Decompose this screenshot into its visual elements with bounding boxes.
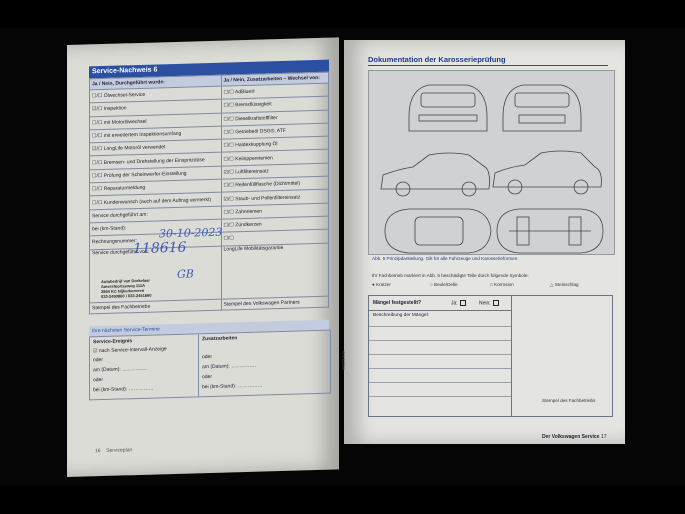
left-item: ☐/☐ Ölwechsel-Service (90, 86, 222, 103)
blank-cell: ☐/☐ (221, 229, 328, 245)
no-checkbox: Nein: (479, 300, 499, 306)
car-top-view (385, 209, 491, 253)
left-item: ☐/☐ Prüfung der Scheinwerfer-Einstellung (90, 166, 222, 183)
right-page-title: Dokumentation der Karosserieprüfung (368, 55, 608, 66)
left-item: ☐/☐ Bremsen- und Drehstellung der Einspritzdüse (90, 153, 222, 170)
right-item: ☐/☐ AdBlue® (221, 83, 328, 99)
right-item: ☐/☐ Bremsflüssigkeit (221, 96, 328, 112)
handwritten-date: 30-10-2023 (159, 225, 223, 241)
left-item: ☐/☐ mit erweitertem Inspektionsumfang (90, 126, 222, 143)
damage-question-row: Mängel festgestellt? Ja: Nein: (369, 296, 512, 311)
col-left-header: Ja / Nein, Durchgeführt wurde: (90, 75, 222, 90)
figure-note: Ihr Fachbetrieb markiert in Abb. 5 beschädigte Teile durch folgende Symbole: (372, 273, 529, 278)
left-item: ☑/☐ Inspektion (90, 99, 222, 116)
car-front-view (409, 85, 487, 131)
legend-corrosion: □ Korrosion (490, 282, 514, 287)
next-date: am (Datum): …………… (93, 365, 148, 374)
right-footer-brand: Der Volkswagen Service (542, 434, 600, 440)
longlife-cell: LongLife Mobilitätsgarantie (221, 243, 328, 299)
right-item: ☐/☐ Zahnriemen (221, 203, 328, 219)
left-footer: 16 Serviceplan (95, 447, 133, 455)
damage-description-label: Beschreibung der Mängel: (373, 313, 429, 318)
handwritten-km: 118616 (133, 239, 187, 258)
service-date-cell: Service durchgeführt am: (90, 206, 222, 223)
invoice-cell: Rechnungsnummer: (90, 232, 222, 249)
right-item: ☐/☐ Reifenfüllflasche (Dichtmittel) (221, 176, 328, 192)
next-km: bei (km-Stand): …………… (93, 385, 154, 394)
right-item: ☐/☐ Keilrippenriemen (221, 150, 328, 166)
legend-dent: ○ Beule/Delle (430, 282, 458, 287)
right-item: ☐/☐ Getriebeöl DSG®, ATF (221, 123, 328, 139)
next-item: ☑ nach Service-Intervall-Anzeige (93, 346, 167, 355)
col-right-header: Ja / Nein, Zusatzarbeiten – Wechsel von: (221, 72, 328, 86)
right-item: ☑/☐ Luftfiltereinsatz (221, 163, 328, 179)
left-page (67, 37, 339, 477)
right-item: ☐/☐ Haldexkupplung Öl (221, 136, 328, 152)
left-item: ☐/☐ Reparaturmeldung (90, 179, 222, 196)
right-page (344, 40, 625, 444)
legend-scratch: ● Kratzer (372, 282, 391, 287)
right-page-number: 17 (601, 434, 607, 440)
stamp-partner-cell: Stempel des Volkswagen Partners (221, 296, 328, 310)
windshield (421, 93, 475, 107)
photo-frame (0, 28, 685, 486)
next-service-box: Service-Ereignis Zusatzarbeiten ☑ nach Service-Intervall-Anzeige oder am (Datum): …………… oder bei (km-Stand): …………… oder am (Datum): …………… oder bei (km-Stand): …………… (89, 330, 331, 401)
next-service-header: Ihre nächsten Service-Termine (89, 320, 329, 337)
dealer-stamp-label: Stempel des Fachbetriebs (542, 398, 596, 403)
right-item: ☐/☐ Zündkerzen (221, 216, 328, 232)
car-rear-view (503, 85, 581, 131)
service-record-header: Service-Nachweis 6 (89, 60, 329, 79)
left-item: ☐/☐ Kundenwunsch (auch auf dem Auftrag vermerkt) (90, 193, 222, 210)
side-code: 8002ZC8/1K (342, 350, 346, 370)
handwritten-initials: GB (177, 267, 194, 281)
next-km-2: bei (km-Stand): …………… (202, 382, 263, 391)
right-item: ☑/☐ Staub- und Pollenfiltereinsatz (221, 190, 328, 206)
right-item: ☐/☐ Dieselkraftstofffilter (221, 110, 328, 126)
signatory-cell: Service durchgeführt von: (90, 246, 222, 303)
dealer-stamp: Autobedrijf van Dorkelaar Amersfoortseweg 111A 3864 KC Nijkerkerveen 033-2450860 / 033-2451660 (101, 277, 152, 300)
next-date-2: am (Datum): …………… (202, 362, 257, 371)
yes-checkbox: Ja: (451, 300, 466, 306)
left-item: ☐/☐ mit Motorölwechsel (90, 113, 222, 130)
stamp-dealer-cell: Stempel des Fachbetriebs (90, 299, 222, 314)
car-outlines (369, 71, 614, 254)
legend-stone-chip: △ Steinschlag (550, 282, 579, 287)
left-item: ☑/☐ LongLife Motoröl verwendet (90, 139, 222, 156)
km-cell: bei (km-Stand): (90, 219, 222, 236)
figure-caption: Abb. 5 Prinzipdarstellung. Gilt für alle Fahrzeuge und Karosserieformen. (372, 256, 519, 261)
vehicle-diagram (368, 70, 615, 255)
